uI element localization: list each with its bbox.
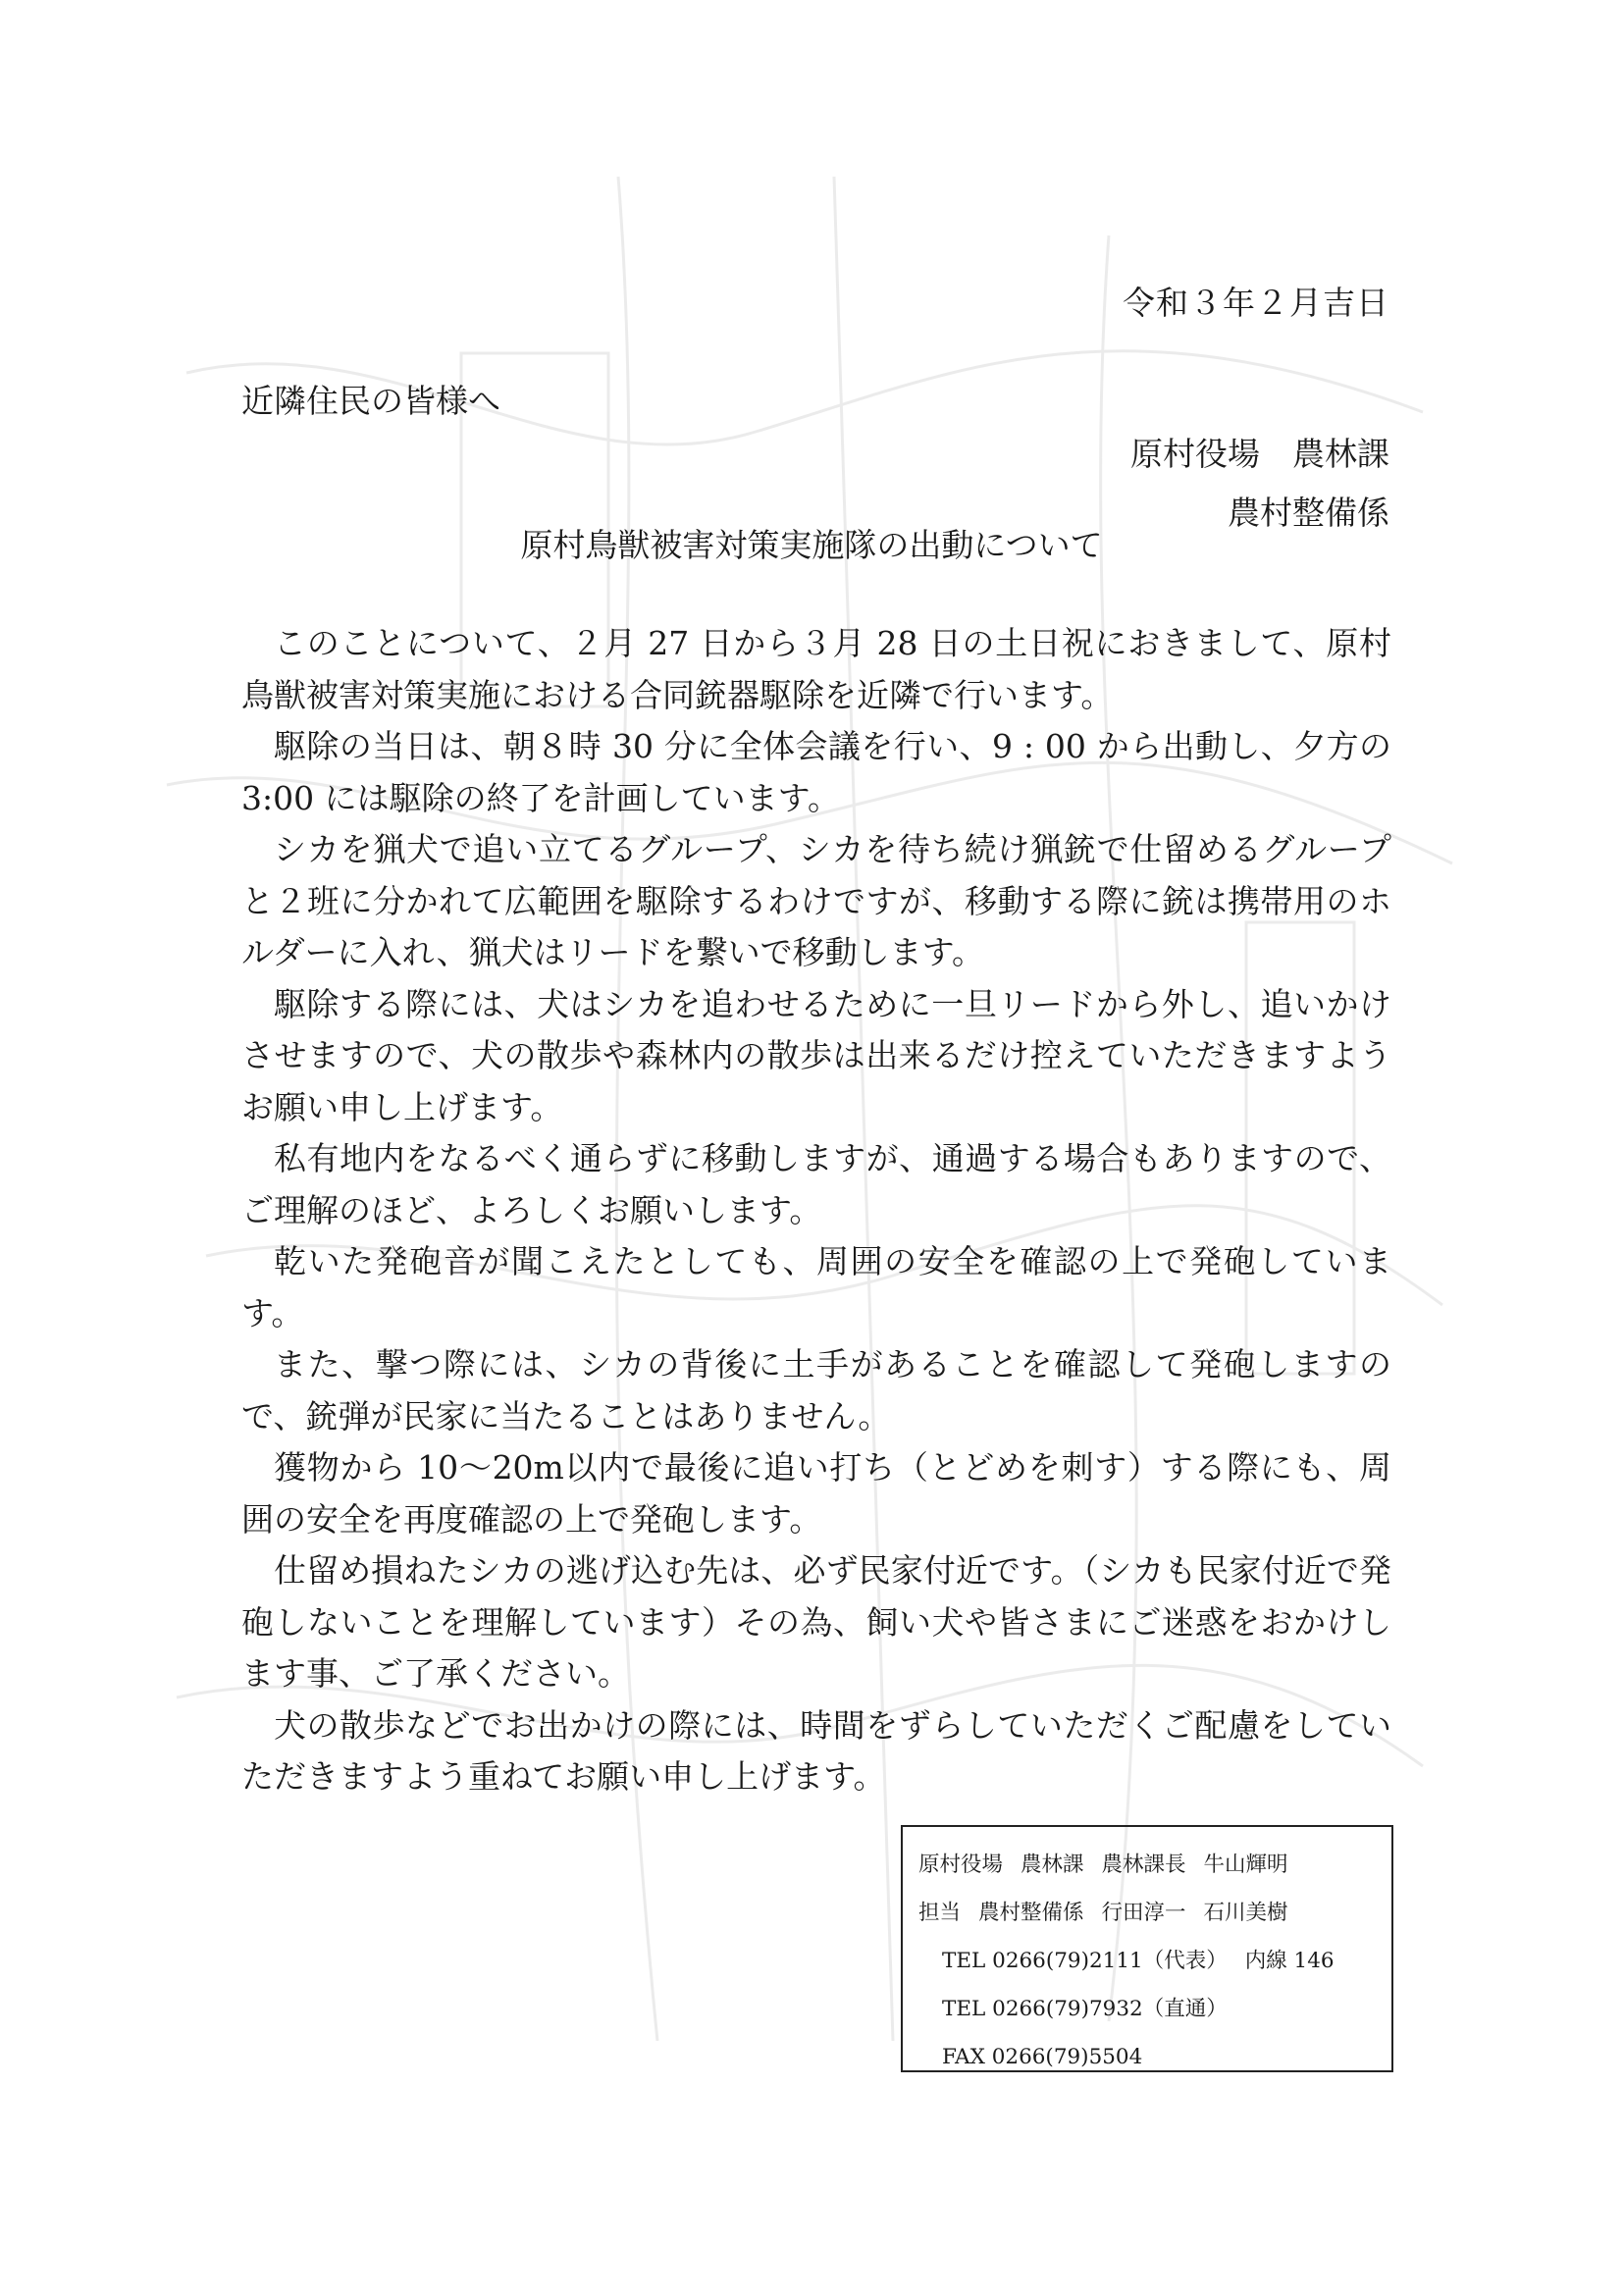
contact-extension: 内線 146 bbox=[1244, 1949, 1335, 1973]
contact-row-fax bbox=[918, 2033, 1391, 2081]
contact-row-tel-main bbox=[918, 1937, 1391, 1985]
contact-row-tel-direct bbox=[918, 1985, 1391, 2033]
paragraph: 私有地内をなるべく通らずに移動しますが、通過する場合もありますので、ご理解のほど、よろしくお願いします。 bbox=[241, 1139, 1391, 1229]
contact-tel-main: TEL 0266(79)2111（代表） bbox=[942, 1949, 1228, 1973]
contact-chief-title: 農林課長 bbox=[1101, 1852, 1186, 1877]
paragraph: このことについて、２月 27 日から３月 28 日の土日祝におきまして、原村鳥獣被害対策実施における合同銃器駆除を近隣で行います。 bbox=[241, 624, 1391, 714]
addressee: 近隣住民の皆様へ bbox=[241, 382, 500, 420]
contact-box bbox=[901, 1825, 1393, 2072]
paragraph: 駆除する際には、犬はシカを追わせるために一旦リードから外し、追いかけさせますので、犬の散歩や森林内の散歩は出来るだけ控えていただきますようお願い申し上げます。 bbox=[241, 984, 1391, 1126]
document-title: 原村鳥獣被害対策実施隊の出動について bbox=[520, 526, 1103, 564]
contact-tel-direct: TEL 0266(79)7932（直通） bbox=[942, 1997, 1228, 2021]
paragraph: 犬の散歩などでお出かけの際には、時間をずらしていただくご配慮をしていただきますよう重ねてお願い申し上げます。 bbox=[241, 1705, 1391, 1796]
paragraph: 乾いた発砲音が聞こえたとしても、周囲の安全を確認の上で発砲しています。 bbox=[241, 1242, 1391, 1332]
issue-date: 令和３年２月吉日 bbox=[1123, 284, 1389, 322]
contact-section: 農村整備係 bbox=[978, 1901, 1084, 1925]
body-text bbox=[241, 618, 1391, 1803]
paragraph: 駆除の当日は、朝８時 30 分に全体会議を行い、9 : 00 から出動し、夕方の 3:00 には駆除の終了を計画しています。 bbox=[241, 727, 1391, 817]
paragraph: シカを猟犬で追い立てるグループ、シカを待ち続け猟銃で仕留めるグループと２班に分かれて広範囲を駆除するわけですが、移動する際に銃は携帯用のホルダーに入れ、猟犬はリードを繋いで移動します。 bbox=[241, 830, 1391, 971]
contact-dept: 農林課 bbox=[1021, 1852, 1084, 1877]
contact-office: 原村役場 bbox=[918, 1852, 1004, 1877]
sender-office: 原村役場 農林課 bbox=[1130, 435, 1389, 473]
contact-fax: FAX 0266(79)5504 bbox=[942, 2045, 1143, 2069]
contact-charge-label: 担当 bbox=[918, 1901, 962, 1925]
paragraph: 獲物から 10～20m以内で最後に追い打ち（とどめを刺す）する際にも、周囲の安全を再度確認の上で発砲します。 bbox=[241, 1448, 1391, 1539]
contact-staff-2: 石川美樹 bbox=[1203, 1901, 1288, 1925]
contact-staff-1: 行田淳一 bbox=[1101, 1901, 1186, 1925]
contact-row-staff bbox=[918, 1889, 1391, 1937]
sender-section: 農村整備係 bbox=[1228, 494, 1389, 532]
contact-row-chief bbox=[918, 1841, 1391, 1889]
contact-chief-name: 牛山輝明 bbox=[1203, 1852, 1288, 1877]
paragraph: 仕留め損ねたシカの逃げ込む先は、必ず民家付近です。（シカも民家付近で発砲しないことを理解しています）その為、飼い犬や皆さまにご迷惑をおかけします事、ご了承ください。 bbox=[241, 1551, 1391, 1693]
paragraph: また、撃つ際には、シカの背後に土手があることを確認して発砲しますので、銃弾が民家に当たることはありません。 bbox=[241, 1345, 1391, 1435]
